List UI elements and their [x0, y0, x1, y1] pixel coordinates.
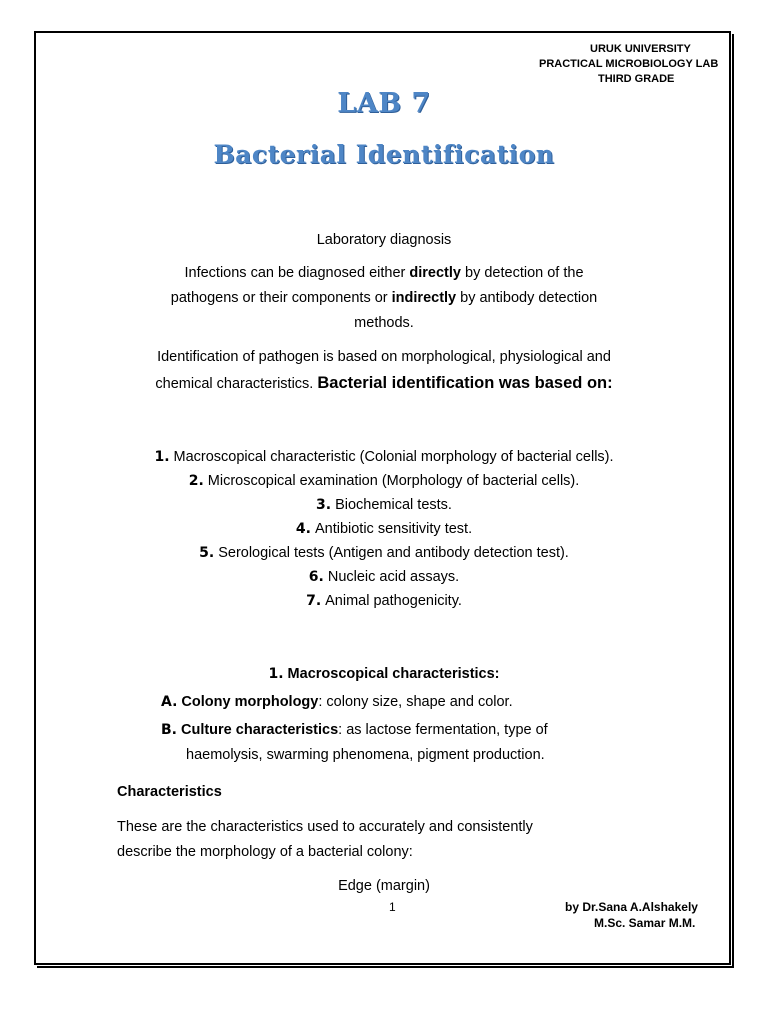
list-number: 5. [199, 545, 215, 561]
list-text: Animal pathogenicity. [325, 593, 462, 609]
list-item [0, 589, 768, 613]
topic-title: Bacterial Identification [213, 140, 555, 169]
list-number: 4. [295, 521, 311, 537]
text: pathogens or their components or [170, 290, 392, 306]
lab-title: LAB 7 [337, 88, 431, 119]
basis-list [0, 445, 768, 613]
item-letter: B. [161, 722, 177, 738]
university-name: URUK UNIVERSITY [590, 43, 691, 55]
item-term: Colony morphology [181, 694, 319, 710]
section-number: 1. [268, 666, 284, 682]
section-heading-lab-diagnosis: Laboratory diagnosis [316, 232, 452, 248]
grade: THIRD GRADE [598, 73, 675, 85]
paragraph-identification-line2 [0, 371, 768, 397]
paragraph-identification-line1: Identification of pathogen is based on morphological, physiological and [157, 349, 611, 365]
lab-name: PRACTICAL MICROBIOLOGY LAB [539, 58, 719, 70]
list-text: Macroscopical characteristic (Colonial morphology of bacterial cells). [173, 449, 614, 465]
list-item [0, 493, 768, 517]
author-line1: by Dr.Sana A.Alshakely [565, 900, 698, 914]
item-term: Culture characteristics [181, 722, 339, 738]
list-text: Serological tests (Antigen and antibody detection test). [218, 545, 569, 561]
list-number: 7. [306, 593, 322, 609]
list-item [0, 445, 768, 469]
list-item [0, 517, 768, 541]
directly-word: directly [409, 265, 461, 281]
page-number: 1 [389, 900, 396, 914]
list-number: 6. [308, 569, 324, 585]
macroscopical-heading [0, 662, 768, 687]
list-number: 2. [188, 473, 204, 489]
text: by detection of the [460, 265, 584, 281]
section-title: Macroscopical characteristics: [287, 666, 500, 682]
list-item [0, 541, 768, 565]
item-text: : colony size, shape and color. [318, 694, 513, 710]
item-culture-characteristics-cont: haemolysis, swarming phenomena, pigment production. [186, 747, 545, 763]
list-item [0, 565, 768, 589]
edge-margin-subheading: Edge (margin) [338, 878, 430, 894]
item-letter: A. [161, 694, 178, 710]
text: Infections can be diagnosed either [184, 265, 410, 281]
identification-basis-heading: Bacterial identification was based on: [317, 374, 613, 392]
list-text: Nucleic acid assays. [327, 569, 460, 585]
list-item [0, 469, 768, 493]
item-text: : as lactose fermentation, type of [338, 722, 548, 738]
list-number: 1. [154, 449, 170, 465]
text: chemical characteristics. [155, 376, 318, 392]
list-number: 3. [316, 497, 332, 513]
list-text: Biochemical tests. [335, 497, 452, 513]
characteristics-paragraph-line1: These are the characteristics used to accurately and consistently [117, 819, 533, 835]
characteristics-paragraph-line2: describe the morphology of a bacterial colony: [117, 844, 413, 860]
list-text: Microscopical examination (Morphology of bacterial cells). [207, 473, 580, 489]
item-culture-characteristics [161, 718, 548, 743]
list-text: Antibiotic sensitivity test. [314, 521, 473, 537]
paragraph-diagnosis-line2 [0, 286, 768, 311]
characteristics-heading: Characteristics [117, 784, 222, 800]
text: by antibody detection [456, 290, 598, 306]
item-colony-morphology [161, 690, 513, 715]
paragraph-diagnosis-line1 [0, 261, 768, 286]
indirectly-word: indirectly [391, 290, 457, 306]
author-line2: M.Sc. Samar M.M. [594, 916, 696, 930]
paragraph-diagnosis-line3: methods. [354, 315, 414, 331]
